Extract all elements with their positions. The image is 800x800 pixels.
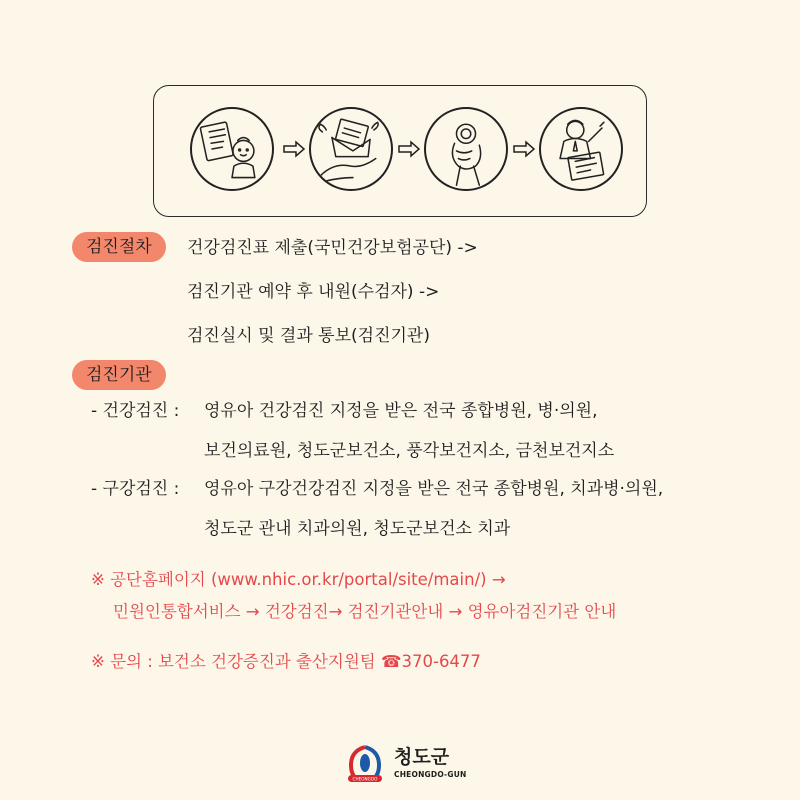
form-with-baby-icon bbox=[190, 107, 274, 191]
doctor-with-report-icon bbox=[539, 107, 623, 191]
letter-to-hand-icon bbox=[309, 107, 393, 191]
procedure-step-2: 검진기관 예약 후 내원(수검자) -> bbox=[187, 282, 440, 302]
svg-text:CHEONGDO: CHEONGDO bbox=[352, 776, 378, 782]
oral-check-line-1: 영유아 구강건강검진 지정을 받은 전국 종합병원, 치과병·의원, bbox=[204, 479, 664, 499]
cheongdo-emblem-icon bbox=[342, 745, 388, 785]
procedure-tag: 검진절차 bbox=[72, 232, 166, 262]
right-arrow-icon bbox=[397, 139, 421, 159]
health-check-line-2: 보건의료원, 청도군보건소, 풍각보건지소, 금천보건지소 bbox=[204, 441, 615, 461]
institution-tag: 검진기관 bbox=[72, 360, 166, 390]
process-illustration bbox=[153, 85, 647, 217]
logo-subtitle: CHEONGDO-GUN bbox=[394, 770, 467, 779]
homepage-path-note: 민원인통합서비스 → 건강검진→ 검진기관안내 → 영유아검진기관 안내 bbox=[113, 602, 617, 621]
health-check-line-1: 영유아 건강검진 지정을 받은 전국 종합병원, 병·의원, bbox=[204, 401, 598, 421]
homepage-note: ※ 공단홈페이지 (www.nhic.or.kr/portal/site/main/) → bbox=[91, 570, 506, 589]
oral-check-label: - 구강검진 : bbox=[91, 479, 180, 499]
logo-name: 청도군 bbox=[394, 746, 450, 768]
right-arrow-icon bbox=[512, 139, 536, 159]
oral-check-line-2: 청도군 관내 치과의원, 청도군보건소 치과 bbox=[204, 519, 511, 539]
stethoscope-hand-icon bbox=[424, 107, 508, 191]
cheongdo-gun-logo bbox=[342, 745, 467, 785]
procedure-step-1: 건강검진표 제출(국민건강보험공단) -> bbox=[187, 238, 478, 258]
health-check-label: - 건강검진 : bbox=[91, 401, 180, 421]
procedure-step-3: 검진실시 및 결과 통보(검진기관) bbox=[187, 326, 430, 346]
contact-note: ※ 문의 : 보건소 건강증진과 출산지원팀 ☎370-6477 bbox=[91, 652, 481, 671]
right-arrow-icon bbox=[282, 139, 306, 159]
